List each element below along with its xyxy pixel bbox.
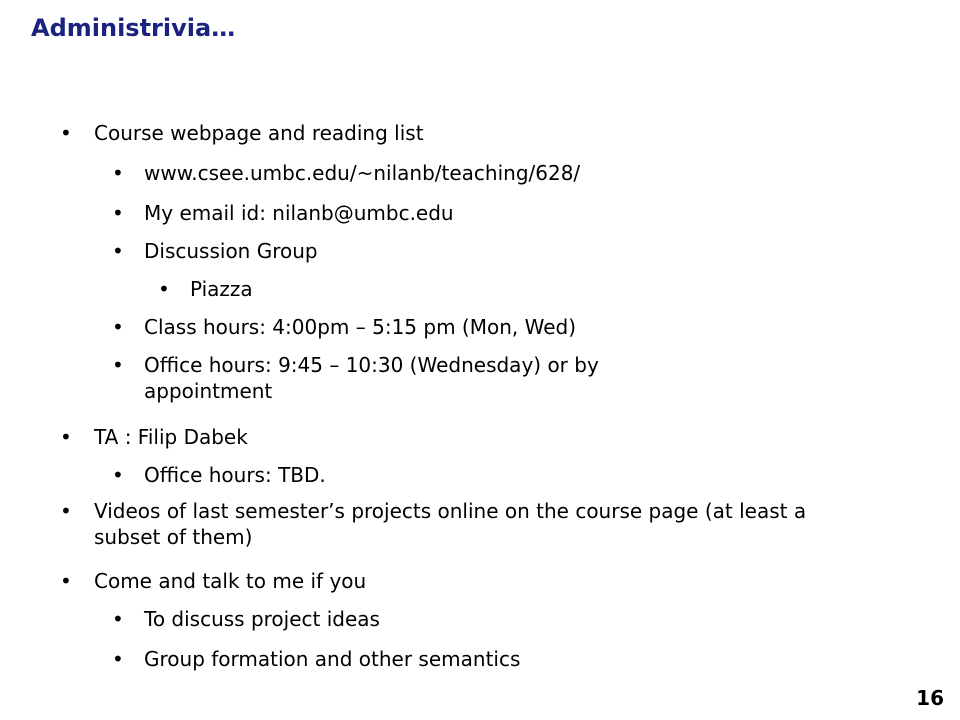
bullet-item-level-2: [112, 160, 704, 186]
bullet-text: www.csee.umbc.edu/~nilanb/teaching/628/: [144, 161, 581, 185]
bullet-dot: •: [112, 463, 124, 487]
bullet-text: To discuss project ideas: [144, 607, 380, 631]
bullet-dot: •: [158, 277, 170, 301]
page-number: 16: [916, 686, 944, 710]
bullet-text: Class hours: 4:00pm – 5:15 pm (Mon, Wed): [144, 315, 577, 339]
bullet-dot: •: [112, 607, 124, 631]
bullet-dot: •: [112, 647, 124, 671]
bullet-dot: •: [112, 239, 124, 263]
bullet-dot: •: [60, 425, 72, 449]
bullet-item-level-2: [112, 646, 704, 672]
bullet-dot: •: [60, 569, 72, 593]
bullet-text: Office hours: TBD.: [144, 463, 326, 487]
bullet-dot: •: [112, 353, 124, 377]
bullet-item-level-1: [60, 568, 834, 594]
bullet-text: My email id: nilanb@umbc.edu: [144, 201, 454, 225]
bullet-text: Group formation and other semantics: [144, 647, 521, 671]
bullet-dot: •: [112, 201, 124, 225]
bullet-dot: •: [112, 161, 124, 185]
bullet-text: Discussion Group: [144, 239, 318, 263]
bullet-item-level-2: [112, 352, 704, 404]
bullet-item-level-2: [112, 238, 704, 264]
bullet-text: Videos of last semester’s projects online on the course page (at least a subset of them): [94, 499, 813, 549]
bullet-item-level-3: [158, 276, 690, 302]
bullet-dot: •: [60, 499, 72, 523]
bullet-item-level-2: [112, 606, 704, 632]
bullet-item-level-1: [60, 424, 834, 450]
bullet-item-level-2: [112, 314, 704, 340]
bullet-dot: •: [112, 315, 124, 339]
bullet-text: Office hours: 9:45 – 10:30 (Wednesday) or by appointment: [144, 353, 606, 403]
bullet-text: Come and talk to me if you: [94, 569, 367, 593]
bullet-item-level-2: [112, 462, 704, 488]
bullet-text: Course webpage and reading list: [94, 121, 424, 145]
slide-title: Administrivia…: [31, 14, 236, 42]
bullet-item-level-2: [112, 200, 704, 226]
bullet-text: Piazza: [190, 277, 253, 301]
bullet-item-level-1: [60, 498, 834, 550]
bullet-dot: •: [60, 121, 72, 145]
bullet-item-level-1: [60, 120, 834, 146]
bullet-text: TA : Filip Dabek: [94, 425, 248, 449]
